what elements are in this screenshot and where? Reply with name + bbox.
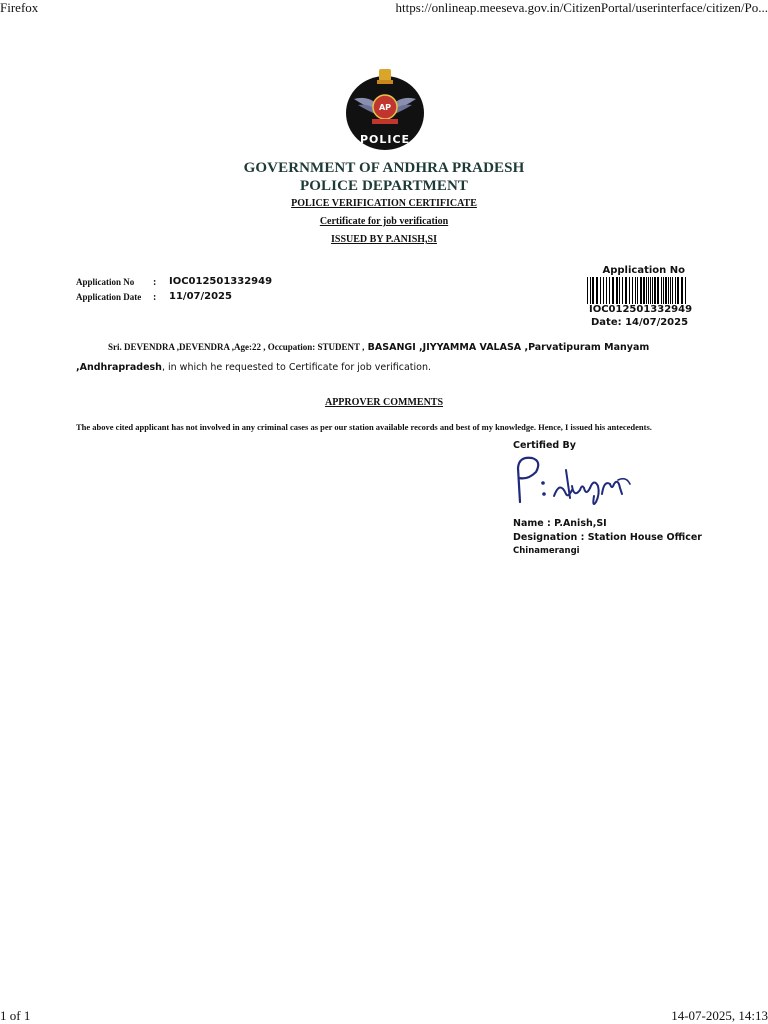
- barcode-bar: [677, 277, 679, 304]
- barcode-bar: [587, 277, 588, 304]
- barcode-bar: [606, 277, 607, 304]
- certificate-purpose: Certificate for job verification: [319, 216, 449, 227]
- barcode-bar: [629, 277, 630, 304]
- barcode-bar: [663, 277, 664, 304]
- barcode-bar: [640, 277, 642, 304]
- certificate-title: POLICE VERIFICATION CERTIFICATE: [291, 198, 477, 209]
- barcode: [587, 277, 688, 304]
- barcode-bar: [632, 277, 633, 304]
- barcode-bar: [600, 277, 601, 304]
- ap-police-logo: [344, 67, 426, 153]
- certified-by-label: Certified By: [513, 440, 576, 451]
- colon: :: [153, 277, 157, 288]
- gov-title: GOVERNMENT OF ANDHRA PRADESH: [243, 160, 525, 176]
- barcode-bar: [675, 277, 676, 304]
- signature: [510, 450, 635, 512]
- print-header-browser: Firefox: [0, 0, 39, 15]
- applicant-details-line1: [108, 342, 649, 353]
- barcode-bar: [670, 277, 671, 304]
- barcode-bar: [603, 277, 604, 304]
- barcode-bar: [652, 277, 653, 304]
- print-footer-page: 1 of 1: [0, 1008, 31, 1023]
- approver-comments-title: APPROVER COMMENTS: [324, 397, 444, 408]
- logo-badge-text: AP: [378, 103, 392, 112]
- barcode-bar: [685, 277, 686, 304]
- barcode-bar: [681, 277, 683, 304]
- print-footer-datetime: 14-07-2025, 14:13: [671, 1008, 768, 1023]
- barcode-bar: [648, 277, 649, 304]
- issued-by: ISSUED BY P.ANISH,SI: [331, 234, 437, 245]
- barcode-bar: [612, 277, 614, 304]
- barcode-bar: [635, 277, 636, 304]
- barcode-bar: [657, 277, 659, 304]
- dept-title: POLICE DEPARTMENT: [300, 178, 468, 194]
- application-date-label: Application Date: [76, 292, 142, 302]
- application-no-value: IOC012501332949: [169, 276, 273, 287]
- barcode-bar: [616, 277, 618, 304]
- barcode-bar: [650, 277, 651, 304]
- barcode-bar: [619, 277, 620, 304]
- barcode-bar: [668, 277, 669, 304]
- barcode-bar: [643, 277, 645, 304]
- barcode-bar: [596, 277, 598, 304]
- barcode-number: IOC012501332949: [589, 304, 693, 315]
- barcode-title: Application No: [602, 265, 685, 276]
- colon: :: [153, 292, 157, 303]
- barcode-bar: [654, 277, 656, 304]
- barcode-bar: [625, 277, 627, 304]
- barcode-bar: [661, 277, 662, 304]
- approver-comments-text: The above cited applicant has not involved in any criminal cases as per our station available records and best of my knowledge. Hence, I issued his antecedents.: [76, 422, 652, 432]
- barcode-bar: [646, 277, 647, 304]
- barcode-bar: [622, 277, 623, 304]
- applicant-details-line2: [76, 362, 431, 373]
- barcode-bar: [672, 277, 673, 304]
- application-date-value: 11/07/2025: [169, 291, 232, 302]
- applicant-address: BASANGI ,JIYYAMMA VALASA ,Parvatipuram Manyam: [364, 342, 650, 353]
- barcode-bar: [590, 277, 591, 304]
- barcode-bar: [637, 277, 638, 304]
- barcode-bar: [609, 277, 610, 304]
- barcode-date: Date: 14/07/2025: [591, 317, 689, 328]
- applicant-state: ,Andhrapradesh: [76, 362, 162, 373]
- applicant-details: Sri. DEVENDRA ,DEVENDRA ,Age:22 , Occupation: STUDENT ,: [108, 342, 365, 352]
- print-header-url: https://onlineap.meeseva.gov.in/CitizenPortal/userinterface/citizen/Po...: [395, 0, 768, 15]
- barcode-bar: [592, 277, 594, 304]
- logo-police-word: POLICE: [359, 133, 411, 146]
- application-no-label: Application No: [76, 277, 135, 287]
- officer-station: Chinamerangi: [513, 546, 580, 556]
- barcode-bar: [665, 277, 667, 304]
- request-text: , in which he requested to Certificate for job verification.: [161, 362, 432, 373]
- officer-designation: Designation : Station House Officer: [513, 532, 702, 543]
- officer-name: Name : P.Anish,SI: [513, 518, 607, 529]
